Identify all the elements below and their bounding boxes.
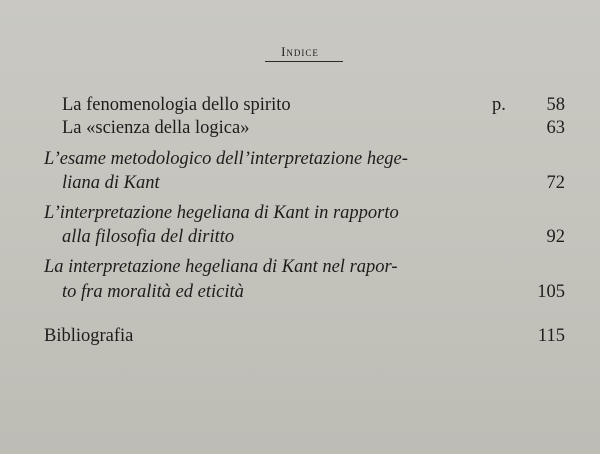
- toc-entry-title-line1: L’esame metodologico dell’interpretazione hege-: [44, 149, 408, 169]
- toc-entry-title-line2: alla filosofia del diritto: [62, 227, 235, 247]
- toc-entry-page: 58: [546, 95, 565, 115]
- toc-entry-title-line2: liana di Kant: [62, 173, 160, 193]
- toc-entry-title: La fenomenologia dello spirito: [62, 95, 291, 115]
- toc-entry-page: 72: [546, 173, 565, 193]
- running-header: Indice: [281, 44, 319, 59]
- toc-entry-page: 63: [546, 118, 565, 138]
- toc-entry-title: Bibliografia: [44, 326, 134, 346]
- toc-entry-title-line1: La interpretazione hegeliana di Kant nel rapor-: [44, 257, 398, 277]
- toc-entry-title-line1: L’interpretazione hegeliana di Kant in rapporto: [44, 203, 399, 223]
- toc-entry-title-line2: to fra moralità ed eticità: [62, 282, 244, 302]
- toc-entry-page: 92: [546, 227, 565, 247]
- header-rule: [265, 61, 343, 62]
- toc-entry-title: La «scienza della logica»: [62, 118, 250, 138]
- page-prefix: p.: [492, 95, 506, 115]
- toc-entry-page: 105: [537, 282, 565, 302]
- toc-entry-page: 115: [537, 326, 565, 346]
